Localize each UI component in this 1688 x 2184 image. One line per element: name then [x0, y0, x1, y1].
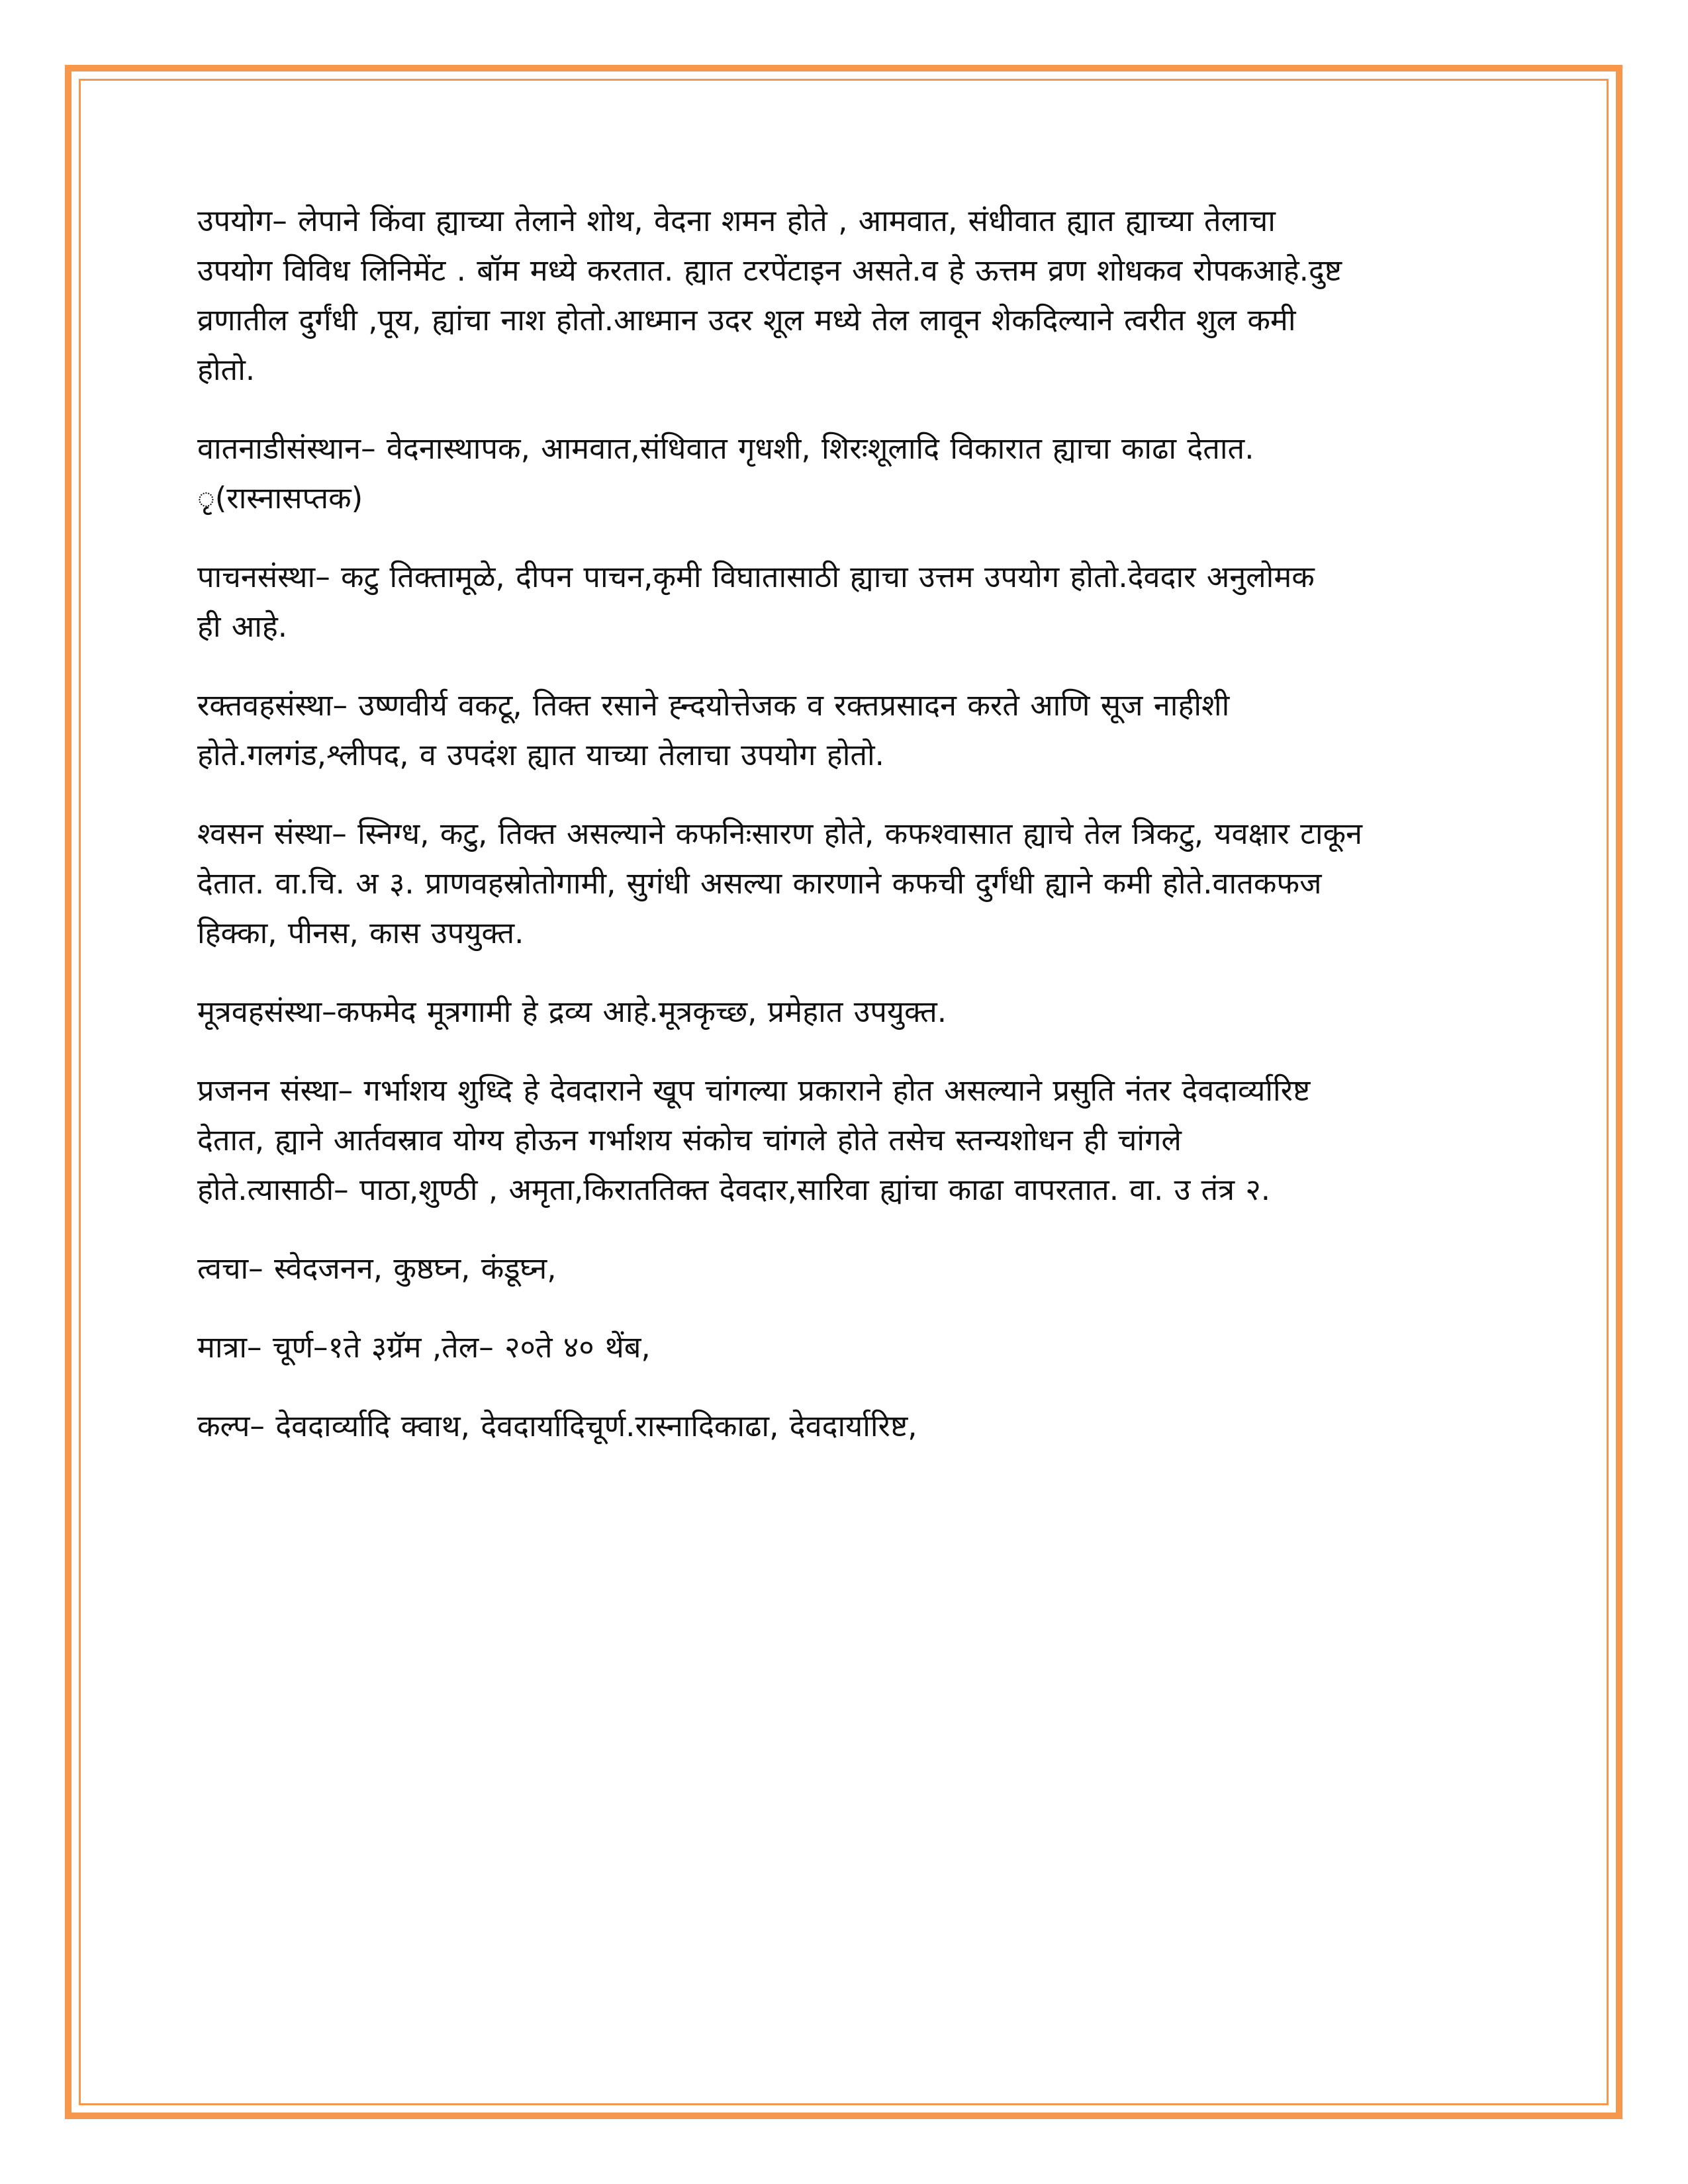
paragraph-prajanan-sanstha: प्रजनन संस्था– गर्भाशय शुध्दि हे देवदाराने खूप चांगल्या प्रकाराने होत असल्याने प्रसुति नंतर देवदार्व्यारिष्ट देतात, ह्याने आर्तवस्राव योग्य होऊन गर्भाशय संकोच चांगले होते तसेच स्तन्यशोधन ही चांगले होते.त्यासाठी– पाठा,शुण्ठी , अमृता,किराततिक्त देवदार,सारिवा ह्यांचा काढा वापरतात. वा. उ तंत्र २.: [197, 1073, 1311, 1207]
paragraph-pachan-sanstha: पाचनसंस्था– कटु तिक्तामूळे, दीपन पाचन,कृमी विघातासाठी ह्याचा उत्तम उपयोग होतो.देवदार अनुलोमक ही आहे.: [197, 559, 1315, 644]
paragraph-raktavah-sanstha: रक्तवहसंस्था– उष्णवीर्य वकटू, तिक्त रसाने ह्न्दयोत्तेजक व रक्तप्रसादन करते आणि सूज नाहीशी होते.गलगंड,श्लीपद, व उपदंश ह्यात याच्या तेलाचा उपयोग होतो.: [197, 688, 1230, 772]
paragraph-matra: मात्रा– चूर्ण–१ते ३ग्रॅम ,तेल– २०ते ४० थेंब,: [197, 1330, 651, 1365]
paragraph-upayog: उपयोग– लेपाने किंवा ह्याच्या तेलाने शोथ, वेदना शमन होते , आमवात, संधीवात ह्यात ह्याच्या तेलाचा उपयोग विविध लिनिमेंट . बॉम मध्ये करतात. ह्यात टरपेंटाइन असते.व हे ऊत्तम व्रण शोधकव रोपकआहे.दुष्ट व्रणातील दुर्गंधी ,पूय, ह्यांचा नाश होतो.आध्मान उदर शूल मध्ये तेल लावून शेकदिल्याने त्वरीत शुल कमी होतो.: [197, 203, 1342, 387]
paragraph-mutravah-sanstha: मूत्रवहसंस्था–कफमेद मूत्रगामी हे द्रव्य आहे.मूत्रकृच्छ, प्रमेहात उपयुक्त.: [197, 994, 947, 1029]
paragraph-shwasan-sanstha: श्वसन संस्था– स्निग्ध, कटु, तिक्त असल्याने कफनिःसारण होते, कफश्वासात ह्याचे तेल त्रिकटु, यवक्षार टाकून देतात. वा.चि. अ ३. प्राणवहस्रोतोगामी, सुगंधी असल्या कारणाने कफची दुर्गंधी ह्याने कमी होते.वातकफज हिक्का, पीनस, कास उपयुक्त.: [197, 816, 1363, 950]
paragraph-vatnadi-sansthan: वातनाडीसंस्थान– वेदनास्थापक, आमवात,संधिवात गृधशी, शिरःशूलादि विकारात ह्याचा काढा देतात. ृ(रास्नासप्तक): [197, 431, 1254, 516]
paragraph-kalpa: कल्प– देवदार्व्यादि क्वाथ, देवदार्यादिचूर्ण.रास्नादिकाढा, देवदार्यारिष्ट,: [197, 1408, 917, 1443]
paragraph-tvacha: त्वचा– स्वेदजनन, कुष्ठघ्न, कंडूघ्न,: [197, 1251, 557, 1286]
document-body: [197, 196, 1495, 1480]
